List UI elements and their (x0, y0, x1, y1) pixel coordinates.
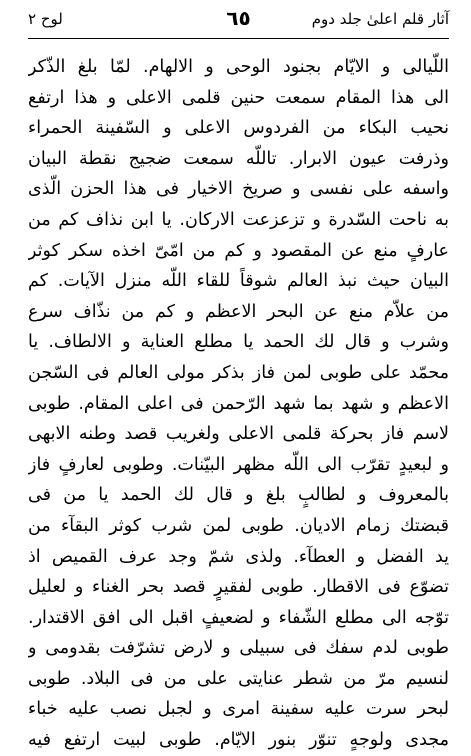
text-line: اللّيالى و الايّام بجنود الوحى و الالهام. لمّا بلغ الذّكر (28, 57, 449, 77)
text-line: مجدى ولوجهٍ تنوّر بنور الايّام. طوبى لبيت ارتفع فيه (28, 730, 449, 751)
text-line: نحيب البكاء من الفردوس الاعلى و السّفينة الحمراء (28, 118, 449, 139)
tablet-label: لوح ۲ (28, 10, 63, 28)
text-line: محمّد على طوبى لمن فاز بذكر مولى العالم فى السّجن (28, 362, 449, 383)
text-line: طوبى لدم سفك فى سبيلى و لارض تشرّفت بقدومى و (28, 638, 449, 659)
text-line: قبضتك زمام الاديان. طوبى لمن شرب كوثر البقآء من (28, 515, 449, 536)
text-line: تضوّع فى الاقطار. طوبى لفقيرٍ قصد بحر الغناء و لعليل (28, 577, 449, 598)
page-number: ٦٥ (226, 6, 251, 30)
text-line: وذرفت عيون الابرار. تاللّه سمعت ضجيج نقطة البيان (28, 148, 449, 169)
body-text (28, 52, 449, 756)
text-line: لنسيم مرّ من شطر عنايتى على من فى البلاد. طوبى (28, 668, 449, 689)
text-line: الاعظم و شهد بما شهد الرّحمن فى اعلى المقام. طوبى (28, 393, 449, 414)
text-line: البيان حيث نبذ العالم شوقاً للقاء اللّه منزل الآيات. كم (28, 271, 449, 292)
text-line: يد الفضل و العطآء. ولذى شمّ وجد عرف القميص اذ (28, 546, 449, 567)
text-line: من علاّم منع عن البحر الاعظم و كم من نذّاف سرع (28, 301, 449, 322)
text-line: عارفٍ منع عن المقصود و كم من امّىّ اخذه سكر كوثر (28, 240, 449, 261)
text-line: توّجه الى مطلع الشّفاء و لضعيفٍ اقبل الى افق الاقتدار. (28, 607, 449, 628)
text-line: بالمعروف و لطالبٍ بلغ و قال لك الحمد يا من فى (28, 485, 449, 506)
book-title: آثار قلم اعلیٰ جلد دوم (311, 10, 449, 28)
text-line: به ناحت السّدرة و تزعزعت الاركان. يا ابن نذاف كم من (28, 209, 449, 230)
text-line: الى هذا المقام سمعت حنين قلمى الاعلى و هذا ارتفع (28, 87, 449, 108)
text-line: لبحر سرت عليه سفينة امرى و لجبل نصب عليه خباء (28, 699, 449, 720)
text-line: واسفه على نفسى و صريخ الاخيار فى هذا الحزن الّذى (28, 179, 449, 200)
page-header (28, 4, 449, 38)
text-line: وشرب و قال لك الحمد يا مطلع العناية و الالطاف. يا (28, 332, 449, 353)
header-divider (28, 38, 449, 39)
text-line: و لبعيدٍ تقرّب الى اللّه مظهر البيّنات. وطوبى لعارفٍ فاز (28, 454, 449, 475)
text-line: لاسم فاز بحركة قلمى الاعلى ولغريب قصد وطنه الابهى (28, 424, 449, 445)
